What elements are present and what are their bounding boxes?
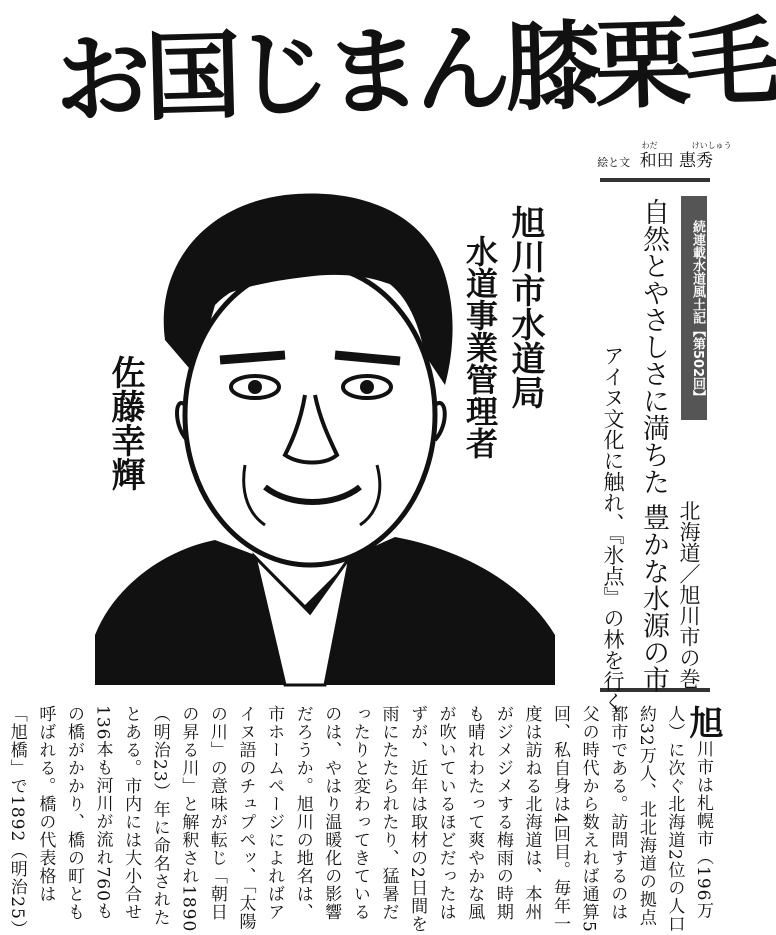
page-title: お国じまん膝栗毛 (53, 5, 776, 137)
article-body (6, 705, 723, 935)
credit-role: 絵と文 (597, 156, 631, 169)
author-ruby-surname: わだ (641, 141, 658, 150)
portrait-caption-name: 佐藤幸輝 (105, 355, 145, 491)
header-rule-top (600, 178, 710, 182)
portrait-caption-position: 水道事業管理者 (461, 235, 499, 459)
region-label: 北海道／旭川市の巻 (677, 500, 701, 689)
author-ruby-given: けいしゅう (691, 141, 732, 150)
portrait-illustration (95, 165, 555, 695)
subheadline: アイヌ文化に触れ、『氷点』の林を行く (601, 345, 625, 713)
author-name-wrap (639, 141, 732, 171)
drop-initial: 旭 (683, 705, 723, 740)
author-credit (597, 141, 732, 171)
author-name: 和田 惠秀 (639, 151, 713, 171)
portrait-caption-org: 旭川市水道局 (505, 205, 545, 409)
headline: 自然とやさしさに満ちた 豊かな水源の市 (638, 198, 669, 693)
article-text: 川市は札幌市（196万人）に次ぐ北海道2位の人口約32万人、北北海道の拠点都市である。訪問するのは父の時代から数えれば通算5回、私自身は4回目。毎年一度は訪ねる北海道は、本州がジメジメする梅雨の時期も晴れわたって爽やかな風が吹いているほどだったはずが、近年は取材の2日間を雨にたたられたり、猛暑だったりと変わってきているのは、やはり温暖化の影響だろうか。旭川の地名は、市ホームページによればアイヌ語のチュプペッ、「太陽の川」の意味が転じ「朝日の昇る川」と解釈され1890（明治23）年に命名されたとある。市内には大小合せ136本も河川が流れ760もの橋がかかり、橋の町とも呼ばれる。橋の代表格は「旭橋」で1892（明治25） (6, 705, 713, 933)
serial-badge: 続連載水道風土記【第502回】 (681, 196, 707, 420)
